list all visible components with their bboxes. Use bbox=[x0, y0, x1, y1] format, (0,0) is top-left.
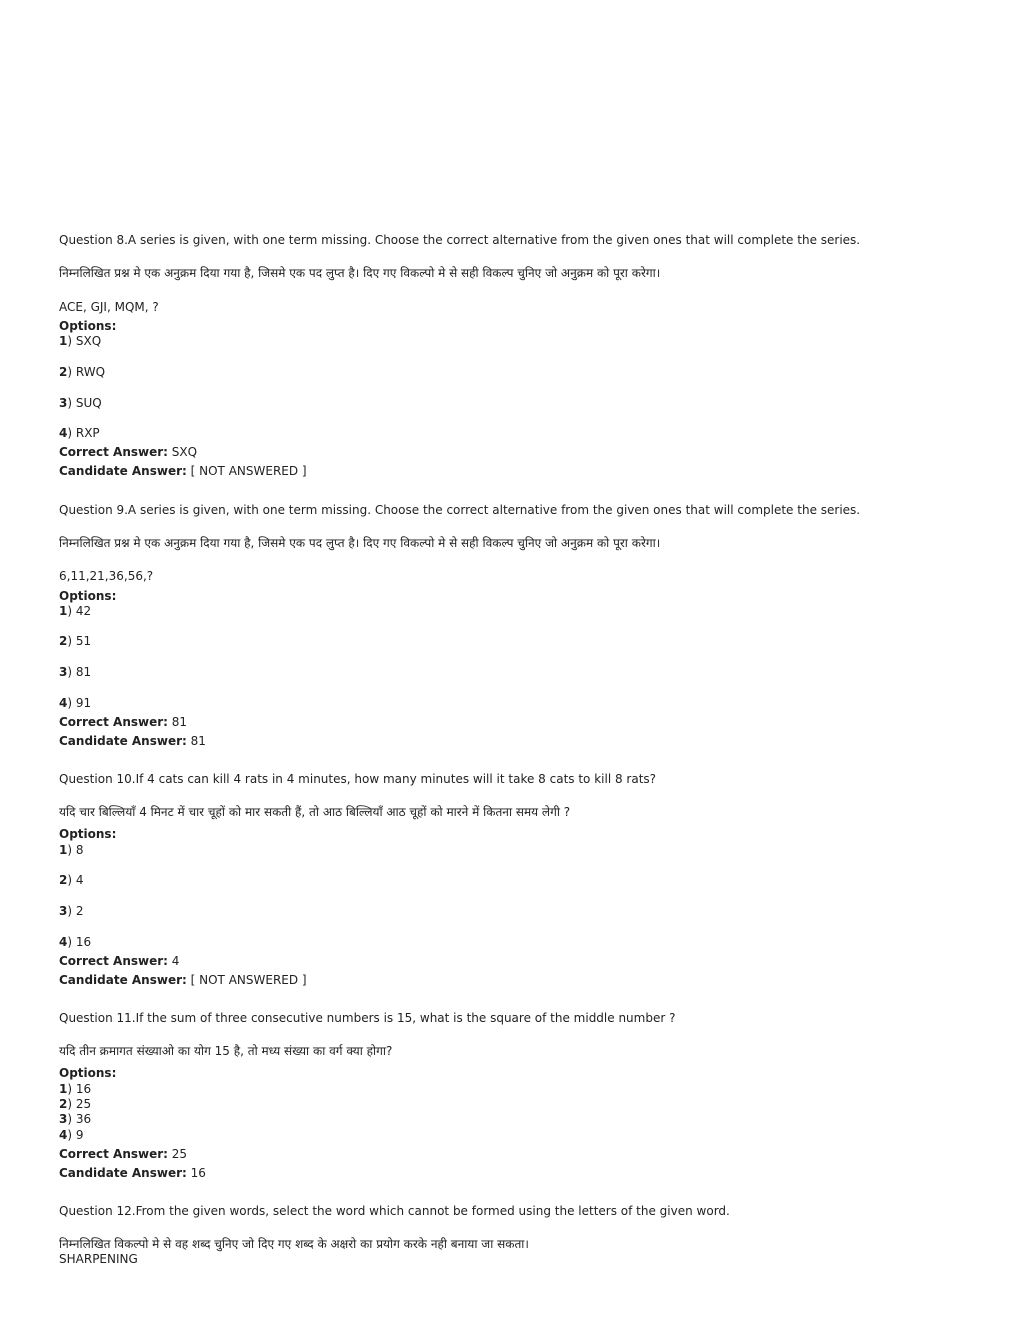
option-4: 4) RXP bbox=[59, 426, 100, 440]
option-2: 2) RWQ bbox=[59, 365, 106, 379]
option-2: 2) 51 bbox=[59, 634, 92, 648]
series-text: 6,11,21,36,56,? bbox=[59, 569, 154, 583]
option-1: 1) 8 bbox=[59, 843, 84, 857]
correct-answer: Correct Answer: 25 bbox=[59, 1147, 188, 1161]
correct-answer: Correct Answer: 81 bbox=[59, 715, 188, 729]
option-4: 4) 91 bbox=[59, 696, 92, 710]
question-hindi-text: निम्नलिखित विकल्पो मे से वह शब्द चुनिए जो दिए गए शब्द के अक्षरो का प्रयोग करके नही बनाया जा सकता। bbox=[59, 1237, 529, 1251]
option-3: 3) 36 bbox=[59, 1112, 92, 1126]
option-1: 1) SXQ bbox=[59, 334, 102, 348]
candidate-answer: Candidate Answer: 81 bbox=[59, 734, 206, 748]
options-label: Options: bbox=[59, 1066, 117, 1080]
option-4: 4) 16 bbox=[59, 935, 92, 949]
options-label: Options: bbox=[59, 827, 117, 841]
question-hindi-text: निम्नलिखित प्रश्न मे एक अनुक्रम दिया गया है, जिसमे एक पद लुप्त है। दिए गए विकल्पो मे से सही विकल्प चुनिए जो अनुक्रम को पूरा करेगा। bbox=[59, 266, 661, 280]
candidate-answer: Candidate Answer: 16 bbox=[59, 1166, 206, 1180]
options-label: Options: bbox=[59, 589, 117, 603]
candidate-answer: Candidate Answer: [ NOT ANSWERED ] bbox=[59, 464, 307, 478]
question-hindi-text: यदि चार बिल्लियाँ 4 मिनट में चार चूहों को मार सकती हैं, तो आठ बिल्लियाँ आठ चूहों को मारने में कितना समय लेगी ? bbox=[59, 805, 571, 819]
question-hindi-text: यदि तीन क्रमागत संख्याओ का योग 15 है, तो मध्य संख्या का वर्ग क्या होगा? bbox=[59, 1044, 393, 1058]
question-text: Question 9.A series is given, with one term missing. Choose the correct alternative from the given ones that will complete the series. bbox=[59, 503, 861, 517]
question-text: Question 11.If the sum of three consecutive numbers is 15, what is the square of the middle number ? bbox=[59, 1011, 676, 1025]
option-4: 4) 9 bbox=[59, 1128, 84, 1142]
series-text: ACE, GJI, MQM, ? bbox=[59, 300, 159, 314]
option-3: 3) 2 bbox=[59, 904, 84, 918]
option-1: 1) 16 bbox=[59, 1082, 92, 1096]
correct-answer: Correct Answer: SXQ bbox=[59, 445, 198, 459]
question-text: Question 10.If 4 cats can kill 4 rats in 4 minutes, how many minutes will it take 8 cats to kill 8 rats? bbox=[59, 772, 657, 786]
correct-answer: Correct Answer: 4 bbox=[59, 954, 180, 968]
option-3: 3) SUQ bbox=[59, 396, 102, 410]
option-2: 2) 4 bbox=[59, 873, 84, 887]
question-text: Question 8.A series is given, with one term missing. Choose the correct alternative from the given ones that will complete the series. bbox=[59, 233, 861, 247]
option-3: 3) 81 bbox=[59, 665, 92, 679]
cut-off-text: SHARPENING bbox=[59, 1252, 138, 1266]
question-text: Question 12.From the given words, select the word which cannot be formed using the letters of the given word. bbox=[59, 1204, 730, 1218]
candidate-answer: Candidate Answer: [ NOT ANSWERED ] bbox=[59, 973, 307, 987]
options-label: Options: bbox=[59, 319, 117, 333]
option-1: 1) 42 bbox=[59, 604, 92, 618]
option-2: 2) 25 bbox=[59, 1097, 92, 1111]
question-hindi-text: निम्नलिखित प्रश्न मे एक अनुक्रम दिया गया है, जिसमे एक पद लुप्त है। दिए गए विकल्पो मे से सही विकल्प चुनिए जो अनुक्रम को पूरा करेगा। bbox=[59, 536, 661, 550]
